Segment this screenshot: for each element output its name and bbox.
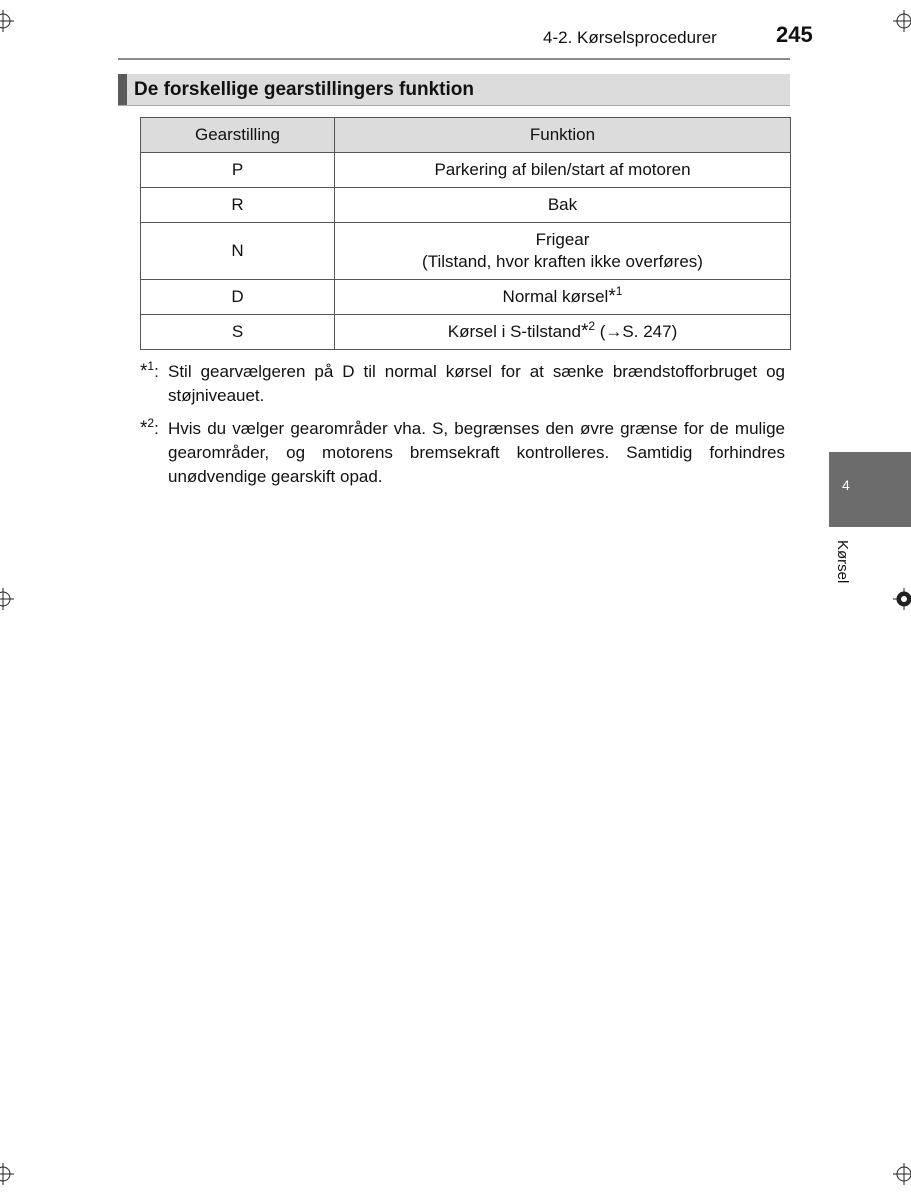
footnote-marker: *$^1$: <box>140 359 159 382</box>
footnote-text: Stil gearvælgeren på D til normal kørsel for at sænke brændstofforbruget og støjniveauet. <box>168 362 785 405</box>
cell-function-text: Kørsel i S-tilstand <box>447 322 581 341</box>
cell-position: D <box>141 280 335 315</box>
cell-position: S <box>141 315 335 350</box>
page-reference-link[interactable]: (→S. 247) <box>595 322 678 341</box>
cell-position: P <box>141 153 335 188</box>
table-row <box>141 223 791 280</box>
table-header-row <box>141 118 791 153</box>
header-rule <box>118 58 790 60</box>
cell-position: R <box>141 188 335 223</box>
cell-function <box>335 315 791 350</box>
table-row <box>141 153 791 188</box>
footnote-marker: *$^2$: <box>140 416 159 439</box>
footnote-star: * <box>580 321 589 342</box>
table-row <box>141 315 791 350</box>
footnote-text: Hvis du vælger gearområder vha. S, begrænses den øvre grænse for de mulige gearområder, og motorens bremsekraft kontrolleres. Samtidig forhindres unødvendige gearskift opad. <box>168 419 785 486</box>
cell-position: N <box>141 223 335 280</box>
footnote <box>140 360 785 408</box>
section-heading-text: De forskellige gearstillingers funktion <box>134 79 474 100</box>
footnote-ref-number: 2 <box>588 319 596 333</box>
footnote <box>140 417 785 489</box>
page-number: 245 <box>776 22 813 47</box>
cell-function-line: Frigear <box>535 230 590 249</box>
column-header-position: Gearstilling <box>141 118 335 153</box>
cell-function: Bak <box>335 188 791 223</box>
gear-position-table <box>140 117 791 350</box>
chapter-label: Kørsel <box>834 540 851 584</box>
chapter-tab[interactable] <box>829 452 911 527</box>
running-header-section: 4-2. Kørselsprocedurer <box>543 28 717 47</box>
registration-mark-icon <box>0 588 14 610</box>
cell-function-text: Normal kørsel <box>502 287 609 306</box>
footnote-ref-number: 1 <box>615 284 623 298</box>
registration-mark-icon <box>893 10 911 32</box>
cell-function-line: (Tilstand, hvor kraften ikke overføres) <box>422 252 703 271</box>
cell-function: Parkering af bilen/start af motoren <box>335 153 791 188</box>
cell-function <box>335 280 791 315</box>
table-row <box>141 280 791 315</box>
table-row <box>141 188 791 223</box>
section-heading <box>118 74 790 106</box>
registration-mark-icon <box>893 588 911 610</box>
column-header-function: Funktion <box>335 118 791 153</box>
cell-function <box>335 223 791 280</box>
registration-mark-icon <box>893 1163 911 1185</box>
registration-mark-icon <box>0 10 14 32</box>
registration-mark-icon <box>0 1163 14 1185</box>
heading-accent-bar <box>118 74 127 105</box>
chapter-number: 4 <box>842 477 850 493</box>
footnote-star: * <box>608 286 616 307</box>
